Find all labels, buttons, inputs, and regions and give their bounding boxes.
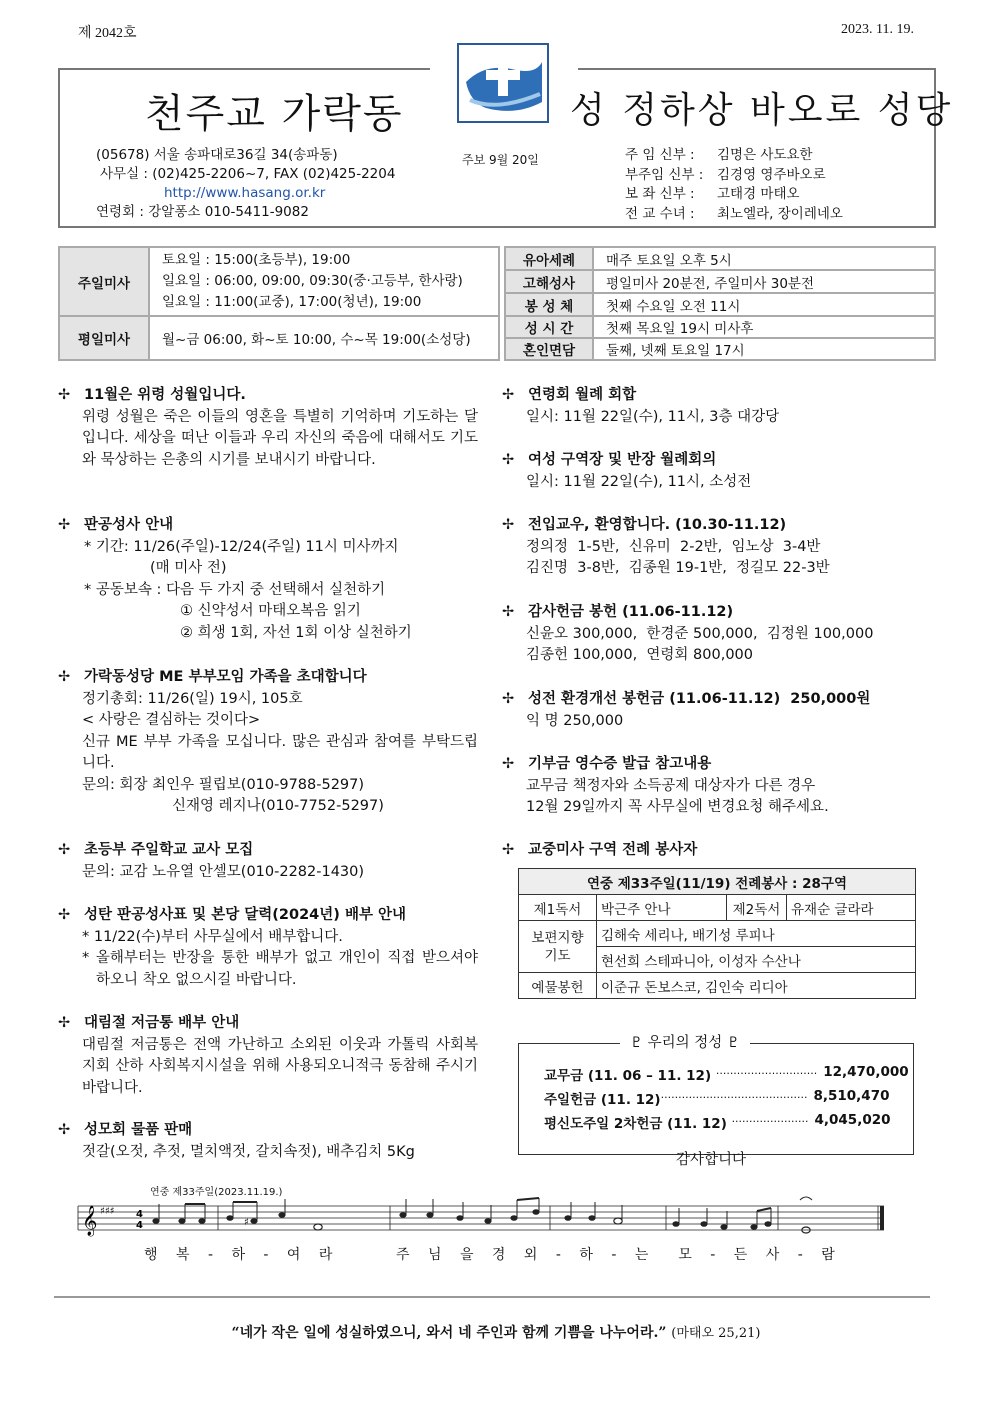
notice-line: 젓갈(오젓, 추젓, 멸치액젓, 갈치속젓), 배추김치 5Kg [82,1143,415,1160]
notice-line: 김진명 3-8반, 김종원 19-1반, 정길모 22-3반 [526,560,830,576]
giving-amount: 8,510,470 [813,1088,890,1104]
notice-title: 대림절 저금통 배부 안내 [84,1015,240,1031]
giving-label: 평신도주일 2차헌금 (11. 12) [544,1116,732,1132]
cross-icon: ✢ [58,387,71,403]
notice-title: 기부금 영수증 발급 참고내용 [528,756,712,772]
notice-line: 정기총회: 11/26(일) 19시, 105호 [82,690,303,707]
music-lyrics: 행 복 - 하 - 여 라 [144,1247,340,1263]
svg-text:4: 4 [136,1220,143,1231]
cross-icon: ✢ [58,1015,71,1031]
sunday-time-line: 일요일 : 11:00(교중), 17:00(청년), 19:00 [162,294,422,310]
notice-line: 문의: 교감 노유열 안셀모(010-2282-1430) [82,863,365,880]
clergy-row [625,185,843,205]
giving-label: 주일헌금 (11. 12) [544,1092,661,1108]
notice-line: 문의: 회장 최인우 필립보(010-9788-5297) [82,776,365,793]
giving-dots: ............................. [715,1064,818,1077]
notice-line: 일시: 11월 22일(수), 11시, 소성전 [526,473,752,490]
notice-line: 신재영 레지나(010-7752-5297) [172,798,384,814]
notice-title: 초등부 주일학교 교사 모집 [84,842,254,858]
clergy-row [625,205,843,225]
notice-thanks-offering [502,602,932,667]
weekday-mass-label: 평일미사 [59,316,149,360]
schedule-value: 매주 토요일 오후 5시 [593,247,935,270]
parish-address [96,146,395,222]
notice-line: 일시: 11월 22일(수), 11시, 3층 대강당 [526,408,780,425]
giving-title: ♇ 우리의 정성 ♇ [620,1031,750,1052]
cross-icon: ✢ [58,842,71,858]
liturgy-value: 현선희 스테파니아, 이성자 수산나 [597,947,916,973]
sunday-time-line: 일요일 : 06:00, 09:00, 09:30(중·고등부, 한사랑) [162,273,463,289]
notice-line: 김종헌 100,000, 연령회 800,000 [526,647,754,663]
funeral-committee: 연령회 : 강알퐁소 010-5411-9082 [96,204,309,220]
schedule-value: 첫째 목요일 19시 미사후 [593,316,935,338]
clergy-list [625,146,843,224]
notice-body: 위령 성월은 죽은 이들의 영혼을 특별히 기억하며 기도하는 달입니다. 세상을 떠난 이들과 우리 자신의 죽음에 대해서도 기도와 묵상하는 은총의 시기를 보내시기 바랍니다. [82,408,478,468]
notice-line: < 사랑은 결심하는 것이다> [82,712,261,728]
svg-text:♯: ♯ [244,1217,249,1228]
staff-svg [78,1196,890,1248]
bible-quote [0,1322,992,1342]
giving-amount: 4,045,020 [814,1112,891,1128]
clergy-name: 고태경 마태오 [717,186,800,202]
schedule-label: 혼인면담 [505,338,593,360]
cross-icon: ✢ [502,517,515,533]
notice-line: (매 미사 전) [150,560,227,576]
notice-title: 가락동성당 ME 부부모임 가족을 초대합니다 [84,669,367,685]
address-line: (05678) 서울 송파대로36길 34(송파동) [96,147,338,163]
giving-row [544,1064,909,1084]
clergy-role: 부주임 신부 : [625,166,704,183]
notice-line: ② 희생 1회, 자선 1회 이상 실천하기 [180,624,412,641]
quote-reference: (마태오 25,21) [671,1326,761,1341]
liturgy-servers-table [518,868,916,999]
clergy-role: 전 교 수녀 : [625,205,695,222]
issue-number: 제 2042호 [78,26,137,41]
giving-dots: ...................... [731,1112,809,1125]
liturgy-value: 유재순 글라라 [787,895,916,921]
liturgy-value: 박근주 안나 [597,895,727,921]
notice-title: 판공성사 안내 [84,517,174,533]
music-staff [78,1188,890,1266]
giving-row [544,1112,891,1132]
svg-text:4: 4 [136,1209,143,1220]
liturgy-header: 연중 제33주일(11/19) 전례봉사 : 28구역 [519,869,916,895]
footer-divider [54,1296,930,1298]
notice-line: * 공동보속 : 다음 두 가지 중 선택해서 실천하기 [84,581,386,598]
mass-schedule-table [58,246,936,361]
notice-advent-bank [58,1013,478,1099]
notice-donation-receipt [502,754,932,819]
cross-icon: ✢ [58,1122,71,1138]
music-lyrics: 주 님 을 경 외 - 하 - 는 모 - 든 사 - 람 [396,1247,842,1263]
cross-icon: ✢ [58,669,71,685]
schedule-label: 성 시 간 [505,316,593,338]
liturgy-label: 제2독서 [727,895,787,921]
notice-line: 신규 ME 부부 가족을 모십니다. 많은 관심과 참여를 부탁드립니다. [82,733,478,771]
clergy-role: 주 임 신부 : [625,147,695,163]
notice-renovation-fund [502,689,932,732]
notice-line: ① 신약성서 마태오복음 읽기 [180,603,361,619]
thanks-text: 감사합니다 [676,1152,747,1168]
liturgy-label: 예물봉헌 [519,973,597,999]
notice-line: * 기간: 11/26(주일)-12/24(주일) 11시 미사까지 [84,538,399,555]
notice-calendar [58,905,478,991]
notice-title: 성전 환경개선 봉헌금 (11.06-11.12) 250,000원 [528,691,871,707]
liturgy-value: 김해숙 세리나, 배기성 루피나 [597,921,916,947]
clergy-name: 김명은 사도요한 [717,147,813,163]
cross-icon: ✢ [58,907,71,923]
notice-body: 대림절 저금통은 전액 가난하고 소외된 이웃과 가톨릭 사회복지회 산하 사회복지시설을 위해 사용되오니적극 동참해 주시기 바랍니다. [82,1036,478,1096]
clergy-row [625,146,843,166]
sunday-mass-label: 주일미사 [59,247,149,316]
sunday-mass-times [149,247,499,316]
notice-funeral-meeting [502,385,932,428]
clergy-name: 김경영 영주바오로 [717,166,826,183]
giving-dots: .......................................... [660,1088,808,1101]
notice-title: 감사헌금 봉헌 (11.06-11.12) [528,604,734,620]
notice-line: * 올해부터는 반장을 통한 배부가 없고 개인이 직접 받으셔야 하오니 착오 없으시길 바랍니다. [82,950,478,988]
schedule-value: 첫째 수요일 오전 11시 [593,293,935,316]
notice-all-souls-month [58,385,478,471]
cross-icon: ✢ [58,517,71,533]
liturgy-value: 이준규 돈보스코, 김인숙 리디아 [597,973,916,999]
clergy-name: 최노엘라, 장이레네오 [717,205,843,222]
notice-title: 연령회 월례 회합 [528,387,637,403]
quote-text: “네가 작은 일에 성실하였으니, 와서 네 주인과 함께 기쁨을 나누어라.” [231,1325,667,1341]
notice-line: 12월 29일까지 꼭 사무실에 변경요청 해주세요. [526,799,829,815]
notice-line: 정의정 1-5반, 신유미 2-2반, 임노상 3-4반 [526,538,821,555]
schedule-label: 고해성사 [505,270,593,293]
weekday-mass-times: 월~금 06:00, 화~토 10:00, 수~목 19:00(소성당) [149,316,499,360]
notice-title: 11월은 위령 성월입니다. [84,387,246,403]
diocese-title: 천주교 가락동 [145,91,404,137]
clergy-role: 보 좌 신부 : [625,186,695,202]
notice-title: 전입교우, 환영합니다. (10.30-11.12) [528,517,787,533]
notice-teacher-recruit [58,840,478,883]
notice-line: 익 명 250,000 [526,712,624,729]
notice-title: 성모회 물품 판매 [84,1122,193,1138]
liturgy-label: 보편지향 기도 [519,921,597,973]
schedule-value: 둘째, 넷째 토요일 17시 [593,338,935,360]
svg-text:♯♯♯: ♯♯♯ [100,1206,115,1217]
notice-title: 여성 구역장 및 반장 월례회의 [528,452,717,468]
schedule-value: 평일미사 20분전, 주일미사 30분전 [593,270,935,293]
notice-title: 성탄 판공성사표 및 본당 달력(2024년) 배부 안내 [84,907,407,923]
cross-icon: ✢ [502,756,515,772]
notice-sale [58,1120,478,1163]
parish-title: 성 정하상 바오로 성당 [570,90,954,131]
schedule-label: 유아세례 [505,247,593,270]
sunday-time-line: 토요일 : 15:00(초등부), 19:00 [162,252,351,268]
notice-women-meeting [502,450,932,493]
cross-icon: ✢ [502,604,515,620]
notice-confession [58,515,478,644]
website-link[interactable]: http://www.hasang.or.kr [164,185,326,201]
svg-text:𝄞: 𝄞 [82,1206,98,1236]
parish-logo [456,42,550,124]
notice-line: * 11/22(수)부터 사무실에서 배부합니다. [82,928,343,945]
giving-row [544,1088,890,1108]
notice-line: 신윤오 300,000, 한경준 500,000, 김정원 100,000 [526,625,874,642]
notice-liturgy-servers [502,840,932,862]
schedule-label: 봉 성 체 [505,293,593,316]
liturgy-label: 제1독서 [519,895,597,921]
notice-line: 교무금 책정자와 소득공제 대상자가 다른 경우 [526,777,816,794]
issue-date: 2023. 11. 19. [841,22,914,37]
office-phone: 사무실 : (02)425-2206~7, FAX (02)425-2204 [100,166,396,182]
notice-me-couples [58,667,478,818]
weekly-note: 주보 9월 20일 [462,153,539,167]
cross-icon: ✢ [502,691,515,707]
cross-icon: ✢ [502,452,515,468]
cross-icon: ✢ [502,842,515,858]
giving-label: 교무금 (11. 06 – 11. 12) [544,1068,716,1084]
music-caption: 연중 제33주일(2023.11.19.) [150,1187,283,1198]
clergy-row [625,166,843,186]
cross-icon: ✢ [502,387,515,403]
giving-amount: 12,470,000 [823,1064,909,1080]
notice-title: 교중미사 구역 전례 봉사자 [528,842,698,858]
notice-new-members [502,515,932,580]
